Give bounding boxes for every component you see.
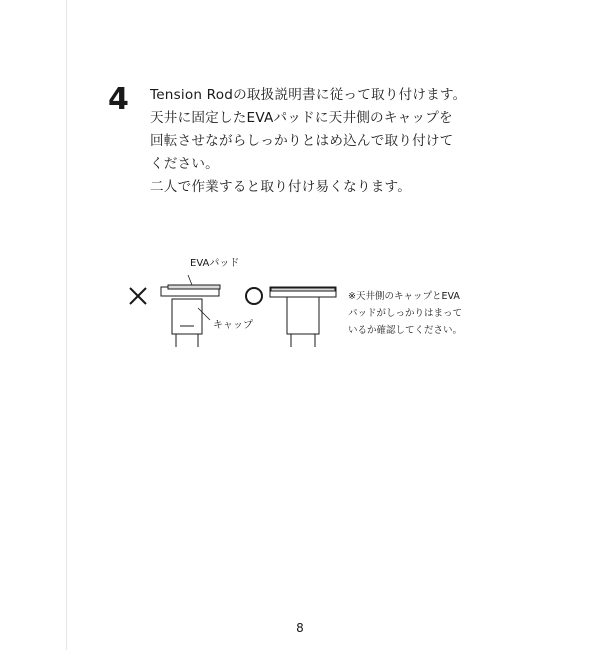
step-number: 4 xyxy=(108,82,129,117)
note-line: いるか確認してください。 xyxy=(348,325,463,336)
eva-pad-label: EVAパッド xyxy=(190,258,240,269)
page-number: 8 xyxy=(296,621,304,635)
step-instructions xyxy=(150,84,480,199)
note-line: パッドがしっかりはまって xyxy=(348,308,463,319)
cap-label: キャップ xyxy=(213,320,253,331)
incorrect-mark-icon xyxy=(130,288,146,304)
instruction-line: ください。 xyxy=(150,156,219,172)
eva-pad-leader-line xyxy=(188,275,192,285)
correct-mark-icon xyxy=(246,288,262,304)
instruction-line: 二人で作業すると取り付け易くなります。 xyxy=(150,179,411,195)
instruction-line: 天井に固定したEVAパッドに天井側のキャップを xyxy=(150,110,453,126)
incorrect-fitting-illustration xyxy=(161,285,220,347)
instruction-line: 回転させながらしっかりとはめ込んで取り付けて xyxy=(150,133,454,149)
instruction-line: Tension Rodの取扱説明書に従って取り付けます。 xyxy=(150,87,467,103)
figure-note xyxy=(348,288,488,339)
page-margin-rule xyxy=(66,0,67,650)
installation-figure xyxy=(120,250,490,350)
note-line: ※天井側のキャップとEVA xyxy=(348,291,460,302)
correct-fitting-illustration xyxy=(270,287,336,347)
